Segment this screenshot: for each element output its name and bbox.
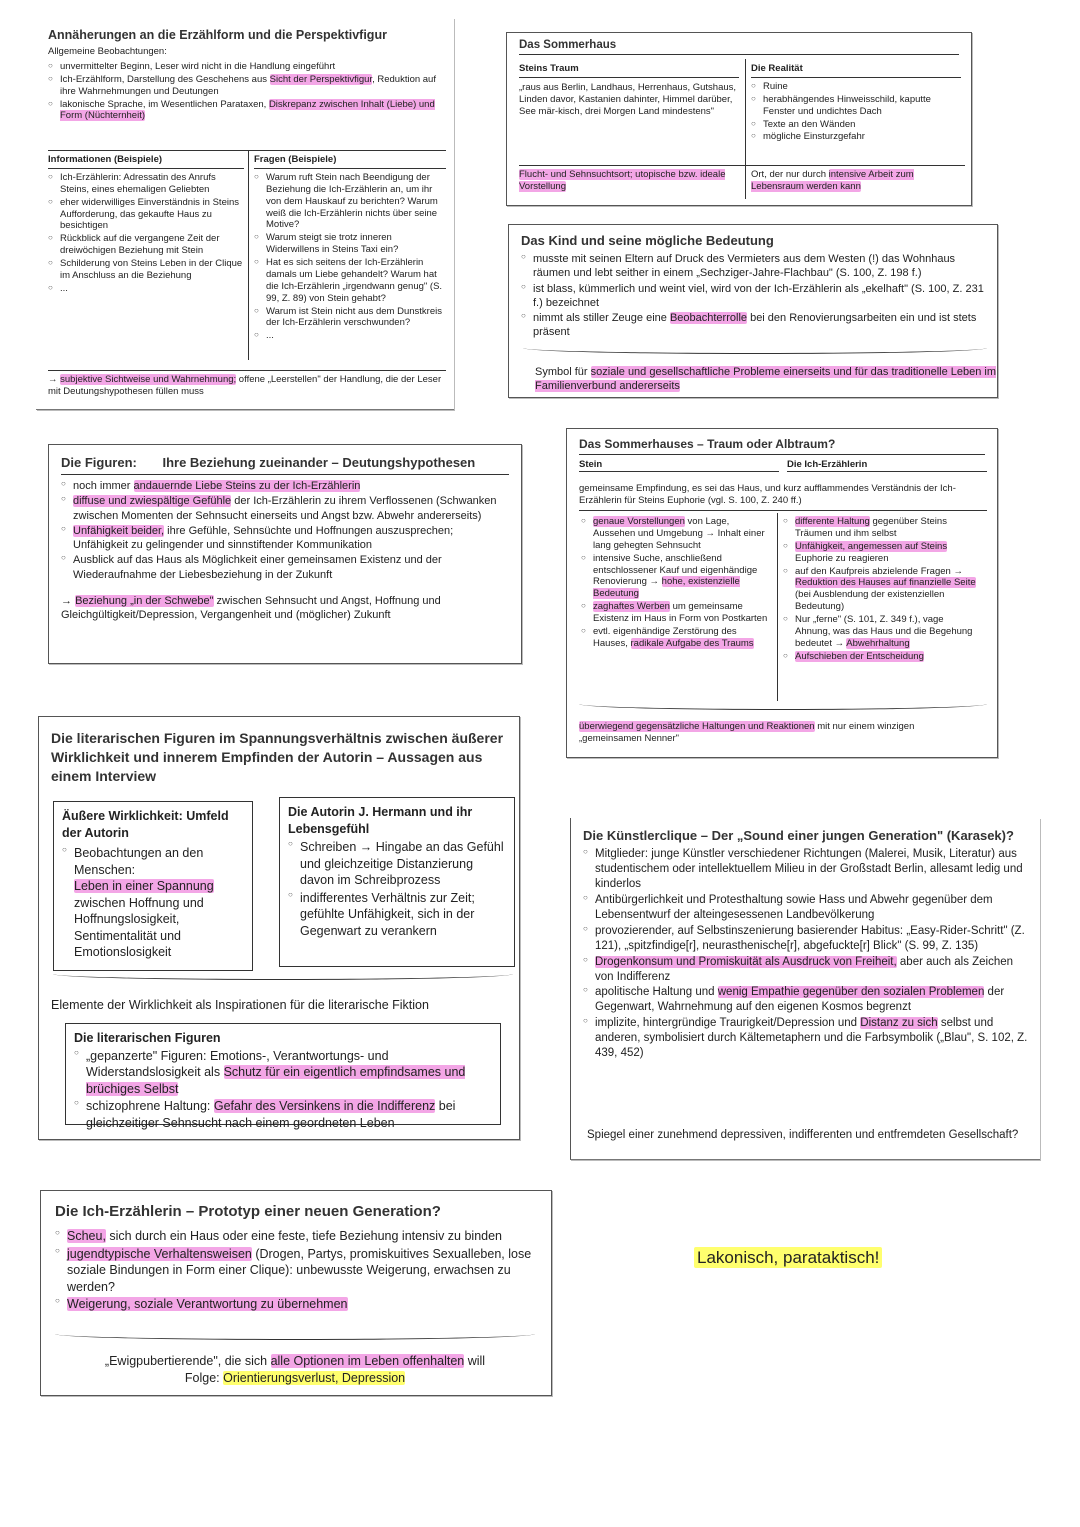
conclusion-highlight: Beziehung „in der Schwebe" xyxy=(75,595,214,608)
conclusion-text: zwischen Sehnsucht und Angst, Hoffnung und Gleichgültigkeit/Depression, Vergangenheit und (möglicher) Zukunft xyxy=(61,595,441,622)
card-title: Das Kind und seine mögliche Bedeutung xyxy=(521,233,774,248)
conclusion-text: mit nur einem winzigen „gemeinsamen Nenner" xyxy=(579,721,915,744)
traum-header: Steins Traum xyxy=(519,61,739,78)
common-text: gemeinsame Empfindung, es sei das Haus, und kurz aufflammendes Verständnis der Ich-Erzählerin für Steins Euphorie (vgl. S. 100, Z. 240 ff.) xyxy=(579,483,987,511)
umfeld-box xyxy=(53,801,253,971)
card-title: Das Sommerhauses – Traum oder Albtraum? xyxy=(579,437,985,455)
card-title: Die literarischen Figuren im Spannungsverhältnis zwischen äußerer Wirklichkeit und innerem Empfinden der Autorin – Aussagen aus einem Interview xyxy=(51,730,504,784)
list-item: ○ mögliche Einsturzgefahr xyxy=(751,131,961,143)
list-item xyxy=(521,252,985,281)
arrow-icon: → xyxy=(48,374,58,385)
item-hl: Abwehrhaltung xyxy=(846,637,910,649)
item-hl: Beobachterrolle xyxy=(669,312,748,325)
real-conclusion-highlight: intensive Arbeit zum Lebensraum werden kann xyxy=(751,169,914,192)
item-hl: hohe, existenzielle Bedeutung xyxy=(593,576,740,600)
conclusion xyxy=(579,721,979,745)
item-post: von Lage, Aussehen und Umgebung → Inhalt einer lang gehegten Sehnsucht xyxy=(593,516,765,551)
info-list xyxy=(48,172,244,295)
list-item: ○ indifferentes Verhältnis zur Zeit; gefühlte Unfähigkeit, sich in der Gegenwart zu verankern xyxy=(288,890,506,940)
item-pre: schizophrene Haltung: xyxy=(86,1099,214,1113)
item-post: ihre Gefühle, Sehnsüchte und Hoffnungen auszusprechen; Unfähigkeit zu gelingender und sinnstiftender Kommunikation xyxy=(73,524,454,552)
item-pre: nimmt als stiller Zeuge eine xyxy=(533,312,670,325)
item-hl: Distanz zu sich xyxy=(860,1017,938,1030)
list-item xyxy=(61,479,509,493)
item-hl: andauernde Liebe Steins zu der Ich-Erzählerin xyxy=(133,480,361,492)
folge-highlight: Orientierungsverlust, Depression xyxy=(223,1370,406,1385)
autorin-list xyxy=(288,839,506,939)
item-hl: radikale Aufgabe des Traums xyxy=(630,637,754,649)
concl-highlight: alle Optionen im Leben offenhalten xyxy=(270,1354,465,1368)
title-part2: Ihre Beziehung zueinander – Deutungshypothesen xyxy=(162,455,476,470)
item-hl: diffuse und zwiespältige Gefühle xyxy=(73,495,232,508)
list-item xyxy=(48,61,442,73)
card-kind xyxy=(508,224,998,398)
item-post: gegenüber Steins Träumen und ihm selbst xyxy=(795,516,947,539)
item-pre: intensive Suche, anschließend entschlossener Kauf und eigenhändige Renovierung → xyxy=(593,552,758,588)
item-pre: evtl. eigenhändige Zerstörung des Hauses, xyxy=(593,625,737,649)
list-item: ○ Ruine xyxy=(751,81,961,93)
umfeld-highlight: Leben in einer Spannung xyxy=(74,879,214,893)
item-pre: musste mit seinen Eltern auf Druck des Vermieters aus dem Westen (!) das Wohnhaus räumen und lebt seither in einem „Sechziger-Jahre-Flachbau" (S. 100, Z. 198 f.) xyxy=(533,253,956,280)
symbol-line xyxy=(523,365,999,394)
clique-list xyxy=(583,847,1028,1061)
card-figuren xyxy=(48,444,522,664)
card-traum-albtraum xyxy=(566,428,998,758)
folge-label: Folge: xyxy=(184,1370,224,1385)
list-item: ○ Warum ruft Stein nach Beendigung der Beziehung die Ich-Erzählerin an, um ihr von dem Hauskauf zu berichten? Warum weiß die Ich-Erzählerin nichts über seine Motive? xyxy=(254,172,446,231)
list-item xyxy=(74,1048,492,1098)
concl-pre: „Ewigpubertierende", die sich xyxy=(104,1354,271,1368)
list-item: ○ Texte an den Wänden xyxy=(751,119,961,131)
list-item xyxy=(581,601,771,625)
list-item xyxy=(48,99,442,123)
conclusion-highlight: subjektive Sichtweise und Wahrnehmung; xyxy=(60,374,237,385)
list-item xyxy=(55,1246,537,1296)
list-item: ○ herabhängendes Hinweisschild, kaputte Fenster und undichtes Dach xyxy=(751,94,961,118)
umfeld-post: zwischen Hoffnung und Hoffnungslosigkeit, Sentimentalität und Emotionslosigkeit xyxy=(74,895,204,959)
note-text: Lakonisch, parataktisch! xyxy=(694,1247,882,1268)
list-item xyxy=(583,985,1028,1015)
symbol-label: Symbol für xyxy=(535,366,591,378)
item-pre: noch immer xyxy=(73,480,134,492)
item-hl: Weigerung, soziale Verantwortung zu übernehmen xyxy=(67,1297,348,1311)
list-item: ○ ... xyxy=(48,283,244,295)
item-post: (bei Ausblendung der existenziellen Bedeutung) xyxy=(795,589,945,613)
item-pre: Mitglieder: junge Künstler verschiedener Richtungen (Malerei, Musik, Literatur) aus studentischem oder intellektuellem Milieu in der Großstadt Berlin, allesamt ledig und kinderlos xyxy=(595,848,1023,890)
list-item xyxy=(74,1098,492,1131)
item-pre: provozierender, auf Selbstinszenierung basierender Habitus: „Easy-Rider-Schritt" (Z. 121), „spitzfindige[r], neurasthenische[r], abgefuckte[r] Blick" (S. 99, Z. 135) xyxy=(595,924,1025,952)
stein-list xyxy=(581,515,771,651)
question-header: Fragen (Beispiele) xyxy=(254,152,446,169)
item-hl: Unfähigkeit beider, xyxy=(73,524,165,537)
ich-header: Die Ich-Erzählerin xyxy=(787,459,987,472)
item-pre: ist blass, kümmerlich und weint viel, wird von der Ich-Erzählerin als „ekelhaft" (S. 100, Z. 231 f.) bezeichnet xyxy=(533,282,984,309)
item-post: sich durch ein Haus oder eine feste, tiefe Beziehung intensiv zu binden xyxy=(105,1229,503,1243)
list-item: ○ Ich-Erzählerin: Adressatin des Anrufs Steins, eines ehemaligen Geliebten xyxy=(48,172,244,196)
item-pre: Nur „ferne" (S. 101, Z. 349 f.), vage Ahnung, was das Haus und die Begehung bedeutet → xyxy=(795,614,973,649)
symbol-highlight: soziale und gesellschaftliche Probleme einerseits und für das traditionelle Leben im Familienverbund andererseits xyxy=(535,366,997,393)
item-post: aber auch als Zeichen von Indifferenz xyxy=(595,955,1014,983)
arrow-icon: → xyxy=(61,595,72,608)
real-list xyxy=(751,81,961,143)
list-item xyxy=(583,847,1028,892)
item-post: Euphorie zu reagieren xyxy=(795,552,889,564)
item-hl: zaghaftes Werben xyxy=(593,601,670,613)
item-post: bei gleichzeitiger Sehnsucht nach einem geordneten Leben xyxy=(86,1099,456,1130)
conclusion-highlight: überwiegend gegensätzliche Haltungen und Reaktionen xyxy=(579,721,815,732)
list-item xyxy=(581,626,771,650)
list-item: ○ Rückblick auf die vergangene Zeit der dreiwöchigen Beziehung mit Stein xyxy=(48,233,244,257)
list-item: ○ Hat es sich seitens der Ich-Erzählerin damals um Liebe gehandelt? Warum hat die Ich-Erzählerin „irgendwann genug" (S. 99, Z. 89) von Stein gehabt? xyxy=(254,257,446,305)
umfeld-pre: Beobachtungen an den Menschen: xyxy=(74,846,204,877)
item-pre: Ich-Erzählform, Darstellung des Geschehens aus xyxy=(60,73,270,85)
list-item xyxy=(583,924,1028,954)
item-hl: Unfähigkeit, angemessen auf Steins xyxy=(795,540,948,552)
list-item: ○ Warum steigt sie trotz inneren Widerwillens in Steins Taxi ein? xyxy=(254,232,446,256)
figuren-header: Die literarischen Figuren xyxy=(74,1031,221,1045)
list-item xyxy=(581,516,771,552)
card-title: Annäherungen an die Erzählform und die Perspektivfigur xyxy=(48,28,387,42)
item-hl: Scheu, xyxy=(67,1229,106,1243)
list-item xyxy=(581,553,771,601)
item-pre: „gepanzerte" Figuren: Emotions-, Verantwortungs- und Widerstandslosigkeit als xyxy=(86,1048,389,1079)
traum-conclusion: Flucht- und Sehnsuchtsort; utopische bzw. ideale Vorstellung xyxy=(519,169,726,192)
list-item xyxy=(583,1016,1028,1061)
concl-post: will xyxy=(464,1354,486,1368)
card-title: Das Sommerhaus xyxy=(519,39,959,55)
item-post: selbst und anderen, symbolisiert durch Kältemetaphern und die Farbsymbolik („Blau", S. 102, Z. 439, 452) xyxy=(595,1017,1028,1060)
list-item: ○ Schreiben → Hingabe an das Gefühl und gleichzeitige Distanzierung davon im Schreibprozess xyxy=(288,839,506,889)
conclusion xyxy=(48,374,446,398)
list-item xyxy=(783,516,979,540)
list-item xyxy=(783,541,979,565)
stein-header: Stein xyxy=(579,459,779,472)
autorin-header: Die Autorin J. Hermann und ihr Lebensgefühl xyxy=(288,805,473,836)
item-pre: Antibürgerlichkeit und Protesthaltung sowie Hass und Abwehr gegenüber dem Lebensentwurf der alteingesessenen Landbevölkerung xyxy=(595,893,993,921)
figuren-list xyxy=(74,1048,492,1132)
umfeld-item xyxy=(62,845,244,961)
figuren-box xyxy=(65,1023,501,1130)
item-hl: genaue Vorstellungen xyxy=(593,516,685,527)
mid-text: Elemente der Wirklichkeit als Inspirationen für die literarische Fiktion xyxy=(51,998,429,1012)
item-hl: differente Haltung xyxy=(795,516,870,527)
item-hl: Sicht der Perspektivfigur xyxy=(269,73,373,85)
card-kuenstlerclique xyxy=(570,818,1040,1160)
item-pre: Ausblick auf das Haus als Möglichkeit einer gemeinsamen Existenz und der Wiederaufnahme der Liebesbeziehung in der Zukunft xyxy=(73,554,442,581)
figuren-list xyxy=(61,479,509,582)
item-hl: Diskrepanz zwischen Inhalt (Liebe) und Form (Nüchternheit) xyxy=(60,98,435,122)
kind-list xyxy=(521,252,985,340)
item-post: , Reduktion auf ihre Wahrnehmungen und Deutungen xyxy=(60,73,436,97)
question-list xyxy=(254,172,446,342)
ich-list xyxy=(55,1228,537,1313)
card-ich-erzaehlerin xyxy=(40,1190,552,1396)
list-item xyxy=(61,524,509,553)
item-hl: Reduktion des Hauses auf finanzielle Seite xyxy=(795,577,976,589)
item-hl: Aufschieben der Entscheidung xyxy=(795,650,924,662)
traum-text: „raus aus Berlin, Landhaus, Herrenhaus, Gutshaus, Linden davor, Kastanien dahinter, Himmel darüber, See mär-kisch, drei Morgen Land mindestens" xyxy=(519,81,737,117)
item-pre: auf den Kaufpreis abzielende Fragen → xyxy=(795,565,963,577)
item-hl: wenig Empathie gegenüber den sozialen Problemen xyxy=(717,986,985,999)
real-header: Die Realität xyxy=(751,61,961,78)
conclusion xyxy=(61,594,509,623)
card-sommerhaus xyxy=(506,32,972,206)
list-item xyxy=(521,311,985,340)
item-pre: implizite, hintergründige Traurigkeit/Depression und xyxy=(595,1017,861,1030)
list-item xyxy=(583,893,1028,923)
card-title: Die Künstlerclique – Der „Sound einer jungen Generation" (Karasek)? xyxy=(583,828,1014,843)
card-erzaehlform xyxy=(36,18,454,410)
ich-list xyxy=(783,515,979,664)
item-hl: Gefahr des Versinkens in die Indifferenz xyxy=(213,1099,436,1113)
list-item xyxy=(61,494,509,523)
card-title: Die Ich-Erzählerin – Prototyp einer neuen Generation? xyxy=(55,1203,441,1220)
real-conclusion: Ort, der nur durch xyxy=(751,169,829,180)
card-spannungsverhaeltnis xyxy=(38,716,520,1140)
conclusion xyxy=(55,1353,535,1386)
item-hl: Schutz für ein eigentlich empfindsames und brüchiges Selbst xyxy=(86,1065,466,1096)
autorin-box xyxy=(279,797,515,967)
note-lakonisch xyxy=(694,1248,882,1268)
list-item xyxy=(55,1228,537,1245)
item-post: (Drogen, Partys, promiskuitives Sexualleben, lose soziale Bindungen in Form einer Clique): unbewusste Weigerung, erwachsen zu werden? xyxy=(67,1246,532,1294)
item-post: bei den Renovierungsarbeiten ein und ist stets präsent xyxy=(533,312,977,339)
list-item xyxy=(783,651,979,663)
obs-list xyxy=(48,61,442,122)
title-part1: Die Figuren: xyxy=(61,455,137,470)
item-pre: lakonische Sprache, im Wesentlichen Parataxen, xyxy=(60,98,269,110)
list-item xyxy=(61,553,509,582)
list-item: ○ Schilderung von Steins Leben in der Clique im Anschluss an die Beziehung xyxy=(48,258,244,282)
list-item: ○ ... xyxy=(254,330,446,342)
item-post: der Ich-Erzählerin zu ihrem Verflossenen (Schwanken zwischen Momenten der Sehnsucht einerseits und Angst bzw. Abwehr andererseits) xyxy=(73,495,497,522)
list-item: ○ Warum ist Stein nicht aus dem Dunstkreis der Ich-Erzählerin verschwunden? xyxy=(254,306,446,330)
list-item xyxy=(521,282,985,311)
card-subtitle: Allgemeine Beobachtungen: xyxy=(48,46,167,57)
conclusion: Spiegel einer zunehmend depressiven, indifferenten und entfremdeten Gesellschaft? xyxy=(587,1129,1019,1141)
list-item xyxy=(55,1296,537,1313)
item-pre: apolitische Haltung und xyxy=(595,986,718,999)
list-item xyxy=(783,614,979,650)
item-post: der Gegenwart, Wahrnehmung auf den eigenen Kosmos begrenzt xyxy=(595,986,1005,1014)
list-item xyxy=(583,955,1028,985)
list-item xyxy=(783,566,979,614)
umfeld-header: Äußere Wirklichkeit: Umfeld der Autorin xyxy=(62,809,229,840)
item-pre: unvermittelter Beginn, Leser wird nicht in die Handlung eingeführt xyxy=(60,60,336,72)
info-header: Informationen (Beispiele) xyxy=(48,152,244,169)
item-hl: jugendtypische Verhaltensweisen xyxy=(67,1246,252,1261)
card-title xyxy=(61,455,509,475)
list-item: ○ eher widerwilliges Einverständnis in Steins Aufforderung, das gekaufte Haus zu besichtigen xyxy=(48,197,244,233)
item-hl: Drogenkonsum und Promiskuität als Ausdruck von Freiheit, xyxy=(595,955,897,968)
item-post: um gemeinsame Existenz im Haus in Form von Postkarten xyxy=(593,601,768,624)
conclusion-text: offene „Leerstellen" der Handlung, die der Leser mit Deutungshypothesen füllen muss xyxy=(48,374,442,397)
list-item xyxy=(48,74,442,98)
